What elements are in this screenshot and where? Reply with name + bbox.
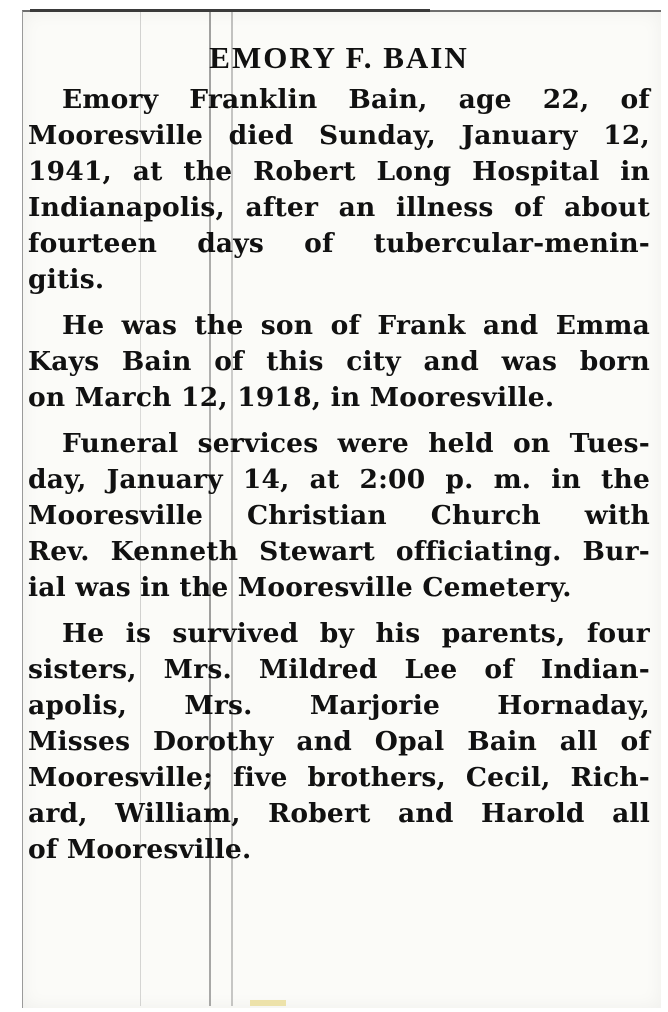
text-line: Indianapolis, after an illness of about: [28, 192, 650, 223]
paragraph-survivors: [28, 616, 650, 868]
text-line: Mooresville Christian Church with: [28, 500, 650, 531]
text-line: Mooresville died Sunday, January 12,: [28, 120, 650, 151]
clipping-top-edge: [30, 9, 430, 12]
obituary-article: [28, 36, 650, 868]
text-line: of Mooresville.: [28, 834, 252, 865]
text-line: gitis.: [28, 264, 105, 295]
text-line: Misses Dorothy and Opal Bain all of: [28, 726, 650, 757]
text-line: 1941, at the Robert Long Hospital in: [28, 156, 650, 187]
text-line: Emory Franklin Bain, age 22, of: [62, 84, 650, 115]
text-line: day, January 14, at 2:00 p. m. in the: [28, 464, 650, 495]
text-line: Kays Bain of this city and was born: [28, 346, 650, 377]
text-line: on March 12, 1918, in Mooresville.: [28, 382, 555, 413]
headline: EMORY F. BAIN: [209, 40, 469, 75]
tape-mark: [250, 1000, 286, 1006]
text-line: Rev. Kenneth Stewart officiating. Bur-: [28, 536, 650, 567]
paragraph-funeral: [28, 426, 650, 606]
paragraph-parents: [28, 308, 650, 416]
text-line: He was the son of Frank and Emma: [62, 310, 650, 341]
text-line: sisters, Mrs. Mildred Lee of Indian-: [28, 654, 650, 685]
text-line: Mooresville; five brothers, Cecil, Rich-: [28, 762, 650, 793]
text-line: Funeral services were held on Tues-: [62, 428, 650, 459]
text-line: ial was in the Mooresville Cemetery.: [28, 572, 572, 603]
text-line: fourteen days of tubercular-menin-: [28, 228, 650, 259]
text-line: He is survived by his parents, four: [62, 618, 650, 649]
text-line: ard, William, Robert and Harold all: [28, 798, 650, 829]
paragraph-death: [28, 82, 650, 298]
text-line: apolis, Mrs. Marjorie Hornaday,: [28, 690, 650, 721]
